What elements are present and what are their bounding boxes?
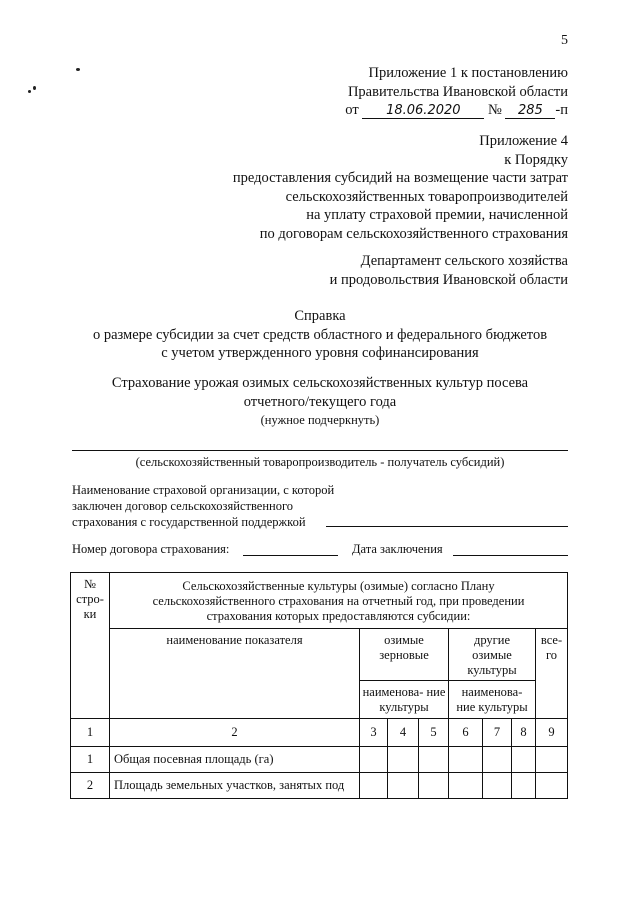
recipient-blank-line [72, 450, 568, 451]
title-line2: о размере субсидии за счет средств областного и федерального бюджетов [92, 326, 548, 343]
appendix4-line: предоставления субсидий на возмещение части затрат [232, 170, 568, 186]
col-number-cell: 1 [71, 719, 110, 747]
row-label: Площадь земельных участков, занятых под [110, 773, 360, 799]
appendix4-line: Приложение 4 [479, 133, 568, 149]
appendix1-line1: Приложение 1 к постановлению [368, 65, 568, 81]
col-number-cell: 8 [512, 719, 536, 747]
table-cell [388, 773, 419, 799]
subtitle-line1: Страхование урожая озимых сельскохозяйственных культур посева [111, 375, 529, 391]
title-line1: Справка [294, 308, 346, 324]
contract-number-blank [243, 555, 338, 556]
winter-grain-header: озимые зерновые [360, 629, 449, 681]
table-cell [449, 773, 483, 799]
table-cell [388, 747, 419, 773]
col-number-cell: 6 [449, 719, 483, 747]
subsidy-table [70, 572, 568, 799]
row-number: 2 [71, 773, 110, 799]
table-cell [419, 747, 449, 773]
insurer-line3: страхования с государственной поддержкой [72, 515, 306, 529]
table-cell [536, 773, 568, 799]
crop-name-header-b: наименова- ние культуры [449, 681, 536, 719]
appendix4-line: к Порядку [504, 151, 568, 168]
department-line2: и продовольствия Ивановской области [329, 271, 568, 288]
appendix1-line2: Правительства Ивановской области [347, 83, 568, 100]
col-number-cell: 5 [419, 719, 449, 747]
insurer-blank-line [326, 526, 568, 527]
resolution-date: 18.06.2020 [362, 103, 484, 119]
table-cell [360, 773, 388, 799]
number-sign: № [487, 102, 502, 118]
col-number-cell: 7 [483, 719, 512, 747]
table-cell [360, 747, 388, 773]
scan-speck [76, 68, 80, 71]
table-row [71, 773, 568, 799]
number-suffix: -п [555, 102, 568, 118]
resolution-number: 285 [505, 103, 555, 119]
col-number-cell: 3 [360, 719, 388, 747]
appendix4-line: на уплату страховой премии, начисленной [306, 207, 568, 223]
contract-number-label: Номер договора страхования: [72, 542, 230, 556]
col-number-cell: 2 [110, 719, 360, 747]
document-subtitle [0, 374, 640, 430]
date-prefix: от [345, 102, 359, 118]
department-block [330, 252, 568, 289]
appendix4-line: по договорам сельскохозяйственного страхования [259, 225, 568, 242]
scan-speck [33, 86, 36, 90]
crop-name-header-a: наименова- ние культуры [360, 681, 449, 719]
table-cell [536, 747, 568, 773]
department-line1: Департамент сельского хозяйства [360, 253, 568, 269]
col-number-cell: 4 [388, 719, 419, 747]
subtitle-note: (нужное подчеркнуть) [260, 413, 380, 427]
document-title [0, 307, 640, 363]
row-label: Общая посевная площадь (га) [110, 747, 360, 773]
table-cell [419, 773, 449, 799]
table-cell [512, 773, 536, 799]
appendix1-date-line [345, 101, 568, 120]
row-number: 1 [71, 747, 110, 773]
crops-main-header: Сельскохозяйственные культуры (озимые) согласно Плану сельскохозяйственного страхования на отчетный год, при проведении страхования которых предоставляются субсидии: [110, 573, 568, 629]
insurer-label [72, 482, 334, 530]
appendix4-block [233, 132, 568, 243]
col-num-header: № стро- ки [71, 573, 110, 719]
contract-date-blank [453, 555, 568, 556]
recipient-caption: (сельскохозяйственный товаропроизводитель - получатель субсидий) [135, 455, 505, 469]
title-line3: с учетом утвержденного уровня софинансирования [161, 345, 479, 361]
insurer-line2: заключен договор сельскохозяйственного [72, 499, 294, 513]
appendix1-block [345, 64, 568, 120]
col-number-cell: 9 [536, 719, 568, 747]
subtitle-line2: отчетного/текущего года [243, 393, 397, 410]
table-cell [483, 747, 512, 773]
total-header: все- го [536, 629, 568, 719]
contract-date-label: Дата заключения [352, 542, 443, 556]
scan-speck [28, 90, 31, 93]
table-cell [449, 747, 483, 773]
indicator-header: наименование показателя [110, 629, 360, 719]
table-cell [483, 773, 512, 799]
table-row [71, 747, 568, 773]
insurer-line1: Наименование страховой организации, с которой [72, 483, 335, 497]
table-cell [512, 747, 536, 773]
appendix4-line: сельскохозяйственных товаропроизводителей [285, 188, 568, 205]
other-winter-header: другие озимые культуры [449, 629, 536, 681]
page-number: 5 [561, 33, 568, 48]
